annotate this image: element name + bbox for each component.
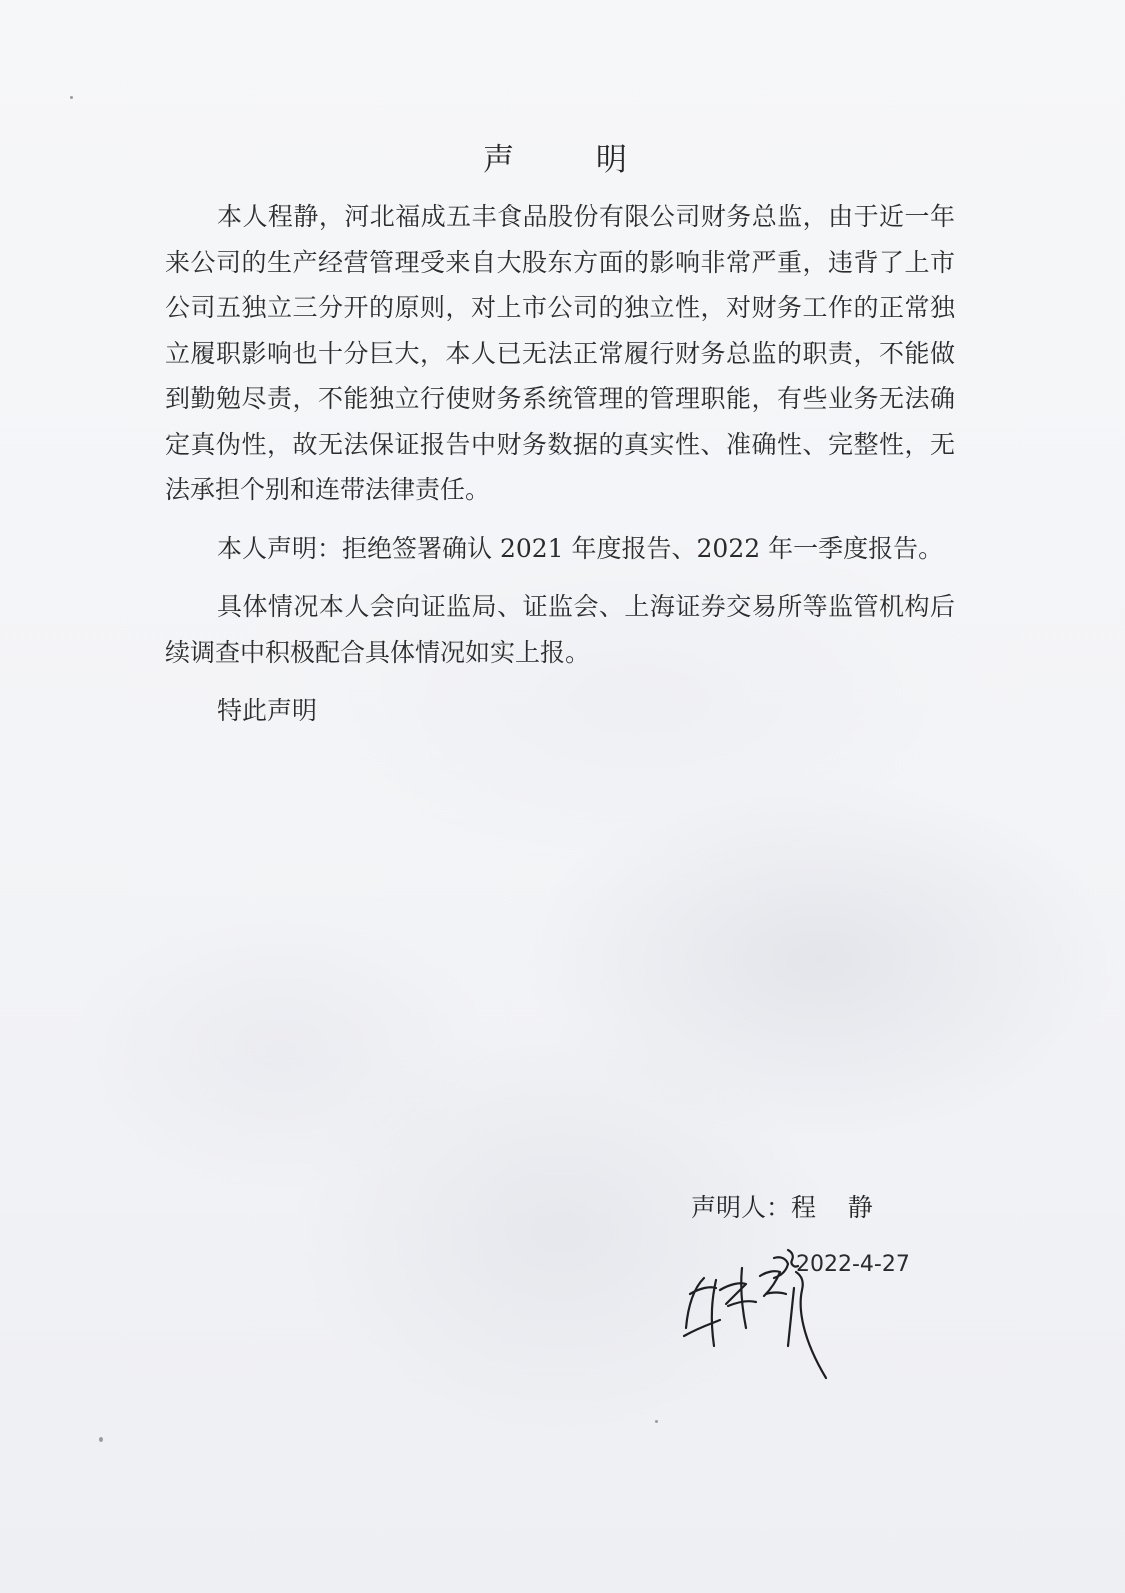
document-date: 2022-4-27 — [796, 1252, 910, 1277]
paragraph-refusal: 本人声明：拒绝签署确认 2021 年度报告、2022 年一季度报告。 — [217, 533, 944, 563]
document-body — [165, 194, 955, 747]
paragraph-closing: 特此声明 — [217, 696, 318, 725]
paper-speck — [655, 1420, 658, 1423]
document-title: 声 明 — [483, 142, 663, 178]
paper-speck — [99, 1437, 103, 1442]
paper-speck — [70, 96, 73, 99]
paragraph-statement-reason: 本人程静，河北福成五丰食品股份有限公司财务总监，由于近一年来公司的生产经营管理受来自大股东方面的影响非常严重，违背了上市公司五独立三分开的原则，对上市公司的独立性，对财务工作的正常独立履职影响也十分巨大，本人已无法正常履行财务总监的职责，不能做到勤勉尽责，不能独立行使财务系统管理的管理职能，有些业务无法确定真伪性，故无法保证报告中财务数据的真实性、准确性、完整性，无法承担个别和连带法律责任。 — [165, 202, 955, 504]
paragraph-cooperation: 具体情况本人会向证监局、证监会、上海证券交易所等监管机构后续调查中积极配合具体情况如实上报。 — [165, 592, 955, 667]
signer-label: 声明人：程 静 — [691, 1193, 873, 1222]
